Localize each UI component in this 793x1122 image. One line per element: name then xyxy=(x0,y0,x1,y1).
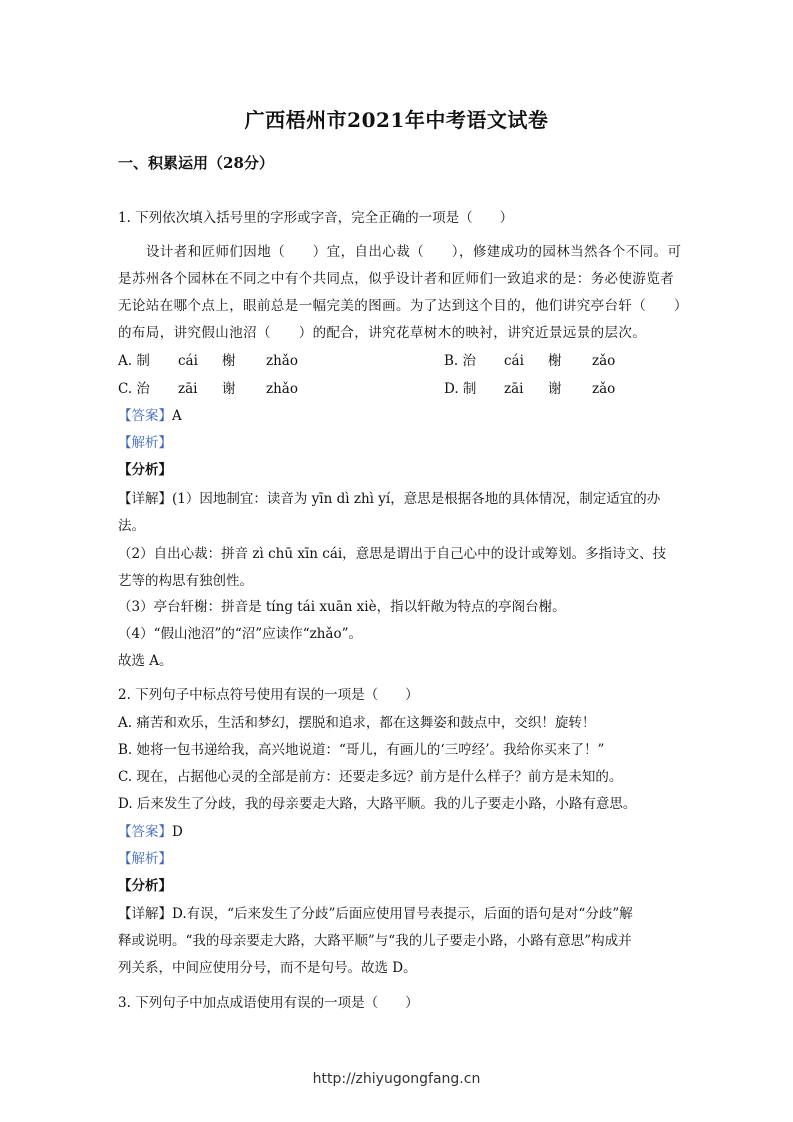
page-title: 广西梧州市2021年中考语文试卷 xyxy=(244,108,549,132)
q2-option-a: A. 痛苦和欢乐，生活和梦幻，摆脱和追求，都在这舞姿和鼓点中，交织！旋转！ xyxy=(118,715,596,731)
q2-fenxi: 【分析】 xyxy=(118,878,172,894)
answer-value: A xyxy=(172,408,182,424)
q1-option-d: D. 制 zāi 谢 zǎo xyxy=(444,381,616,397)
q1-detail-line: 故选 A。 xyxy=(118,653,173,669)
q2-detail-line: 【详解】D.有误，“后来发生了分歧”后面应使用冒号表提示，后面的语句是对“分歧”解 xyxy=(118,906,633,922)
q1-passage-line: 设计者和匠师们因地（ ）宜，自出心裁（ ），修建成功的园林当然各个不同。可 xyxy=(146,244,682,260)
q1-passage-line: 是苏州各个园林在不同之中有个共同点，似乎设计者和匠师们一致追求的是：务必使游览者 xyxy=(118,271,674,287)
q1-option-b: B. 治 cái 榭 zǎo xyxy=(444,353,616,369)
q2-answer xyxy=(118,820,183,840)
q2-option-d: D. 后来发生了分歧，我的母亲要走大路，大路平顺。我的儿子要走小路，小路有意思。 xyxy=(118,796,637,812)
q1-detail-line: 【详解】(1）因地制宜：读音为 yīn dì zhì yí，意思是根据各地的具体情况，制定适宜的办 xyxy=(118,491,661,507)
q1-detail-line: （2）自出心裁：拼音 zì chū xīn cái，意思是谓出于自己心中的设计或筹划。多指诗文、技 xyxy=(118,546,667,562)
q2-jiexi: 【解析】 xyxy=(118,851,172,867)
q1-option-c: C. 治 zāi 谢 zhǎo xyxy=(118,381,298,397)
section-heading: 一、积累运用（28分） xyxy=(118,154,274,172)
q1-detail-line: 艺等的构思有独创性。 xyxy=(118,573,253,589)
q2-stem: 2. 下列句子中标点符号使用有误的一项是（ ） xyxy=(118,687,419,703)
footer-url: http://zhiyugongfang.cn xyxy=(312,1071,481,1087)
q1-detail-line: 法。 xyxy=(118,518,145,534)
answer-label: 【答案】 xyxy=(118,824,172,840)
q1-detail-line: （3）亭台轩榭：拼音是 tíng tái xuān xiè，指以轩敞为特点的亭阁台榭。 xyxy=(118,599,566,615)
q1-jiexi: 【解析】 xyxy=(118,435,172,451)
q3-stem: 3. 下列句子中加点成语使用有误的一项是（ ） xyxy=(118,995,419,1011)
answer-label: 【答案】 xyxy=(118,408,172,424)
q1-passage-line: 的布局，讲究假山池沼（ ）的配合，讲究花草树木的映衬，讲究近景远景的层次。 xyxy=(118,325,647,341)
q2-option-c: C. 现在，占据他心灵的全部是前方：还要走多远？前方是什么样子？前方是未知的。 xyxy=(118,769,623,785)
q1-detail-line: （4）“假山池沼”的“沼”应读作“zhǎo”。 xyxy=(118,626,362,642)
q1-stem: 1. 下列依次填入括号里的字形或字音，完全正确的一项是（ ） xyxy=(118,210,514,226)
q2-option-b: B. 她将一包书递给我，高兴地说道：“哥儿，有画儿的‘三哼经’。我给你买来了！” xyxy=(118,742,605,758)
q2-detail-line: 列关系，中间应使用分号，而不是句号。故选 D。 xyxy=(118,960,417,976)
q1-option-a: A. 制 cái 榭 zhǎo xyxy=(118,353,298,369)
answer-value: D xyxy=(172,824,183,840)
q1-fenxi: 【分析】 xyxy=(118,462,172,478)
q2-detail-line: 释或说明。“我的母亲要走大路，大路平顺”与“我的儿子要走小路，小路有意思”构成并 xyxy=(118,933,632,949)
q1-answer xyxy=(118,404,182,424)
q1-passage-line: 无论站在哪个点上，眼前总是一幅完美的图画。为了达到这个目的，他们讲究亭台轩（ ） xyxy=(118,298,688,314)
